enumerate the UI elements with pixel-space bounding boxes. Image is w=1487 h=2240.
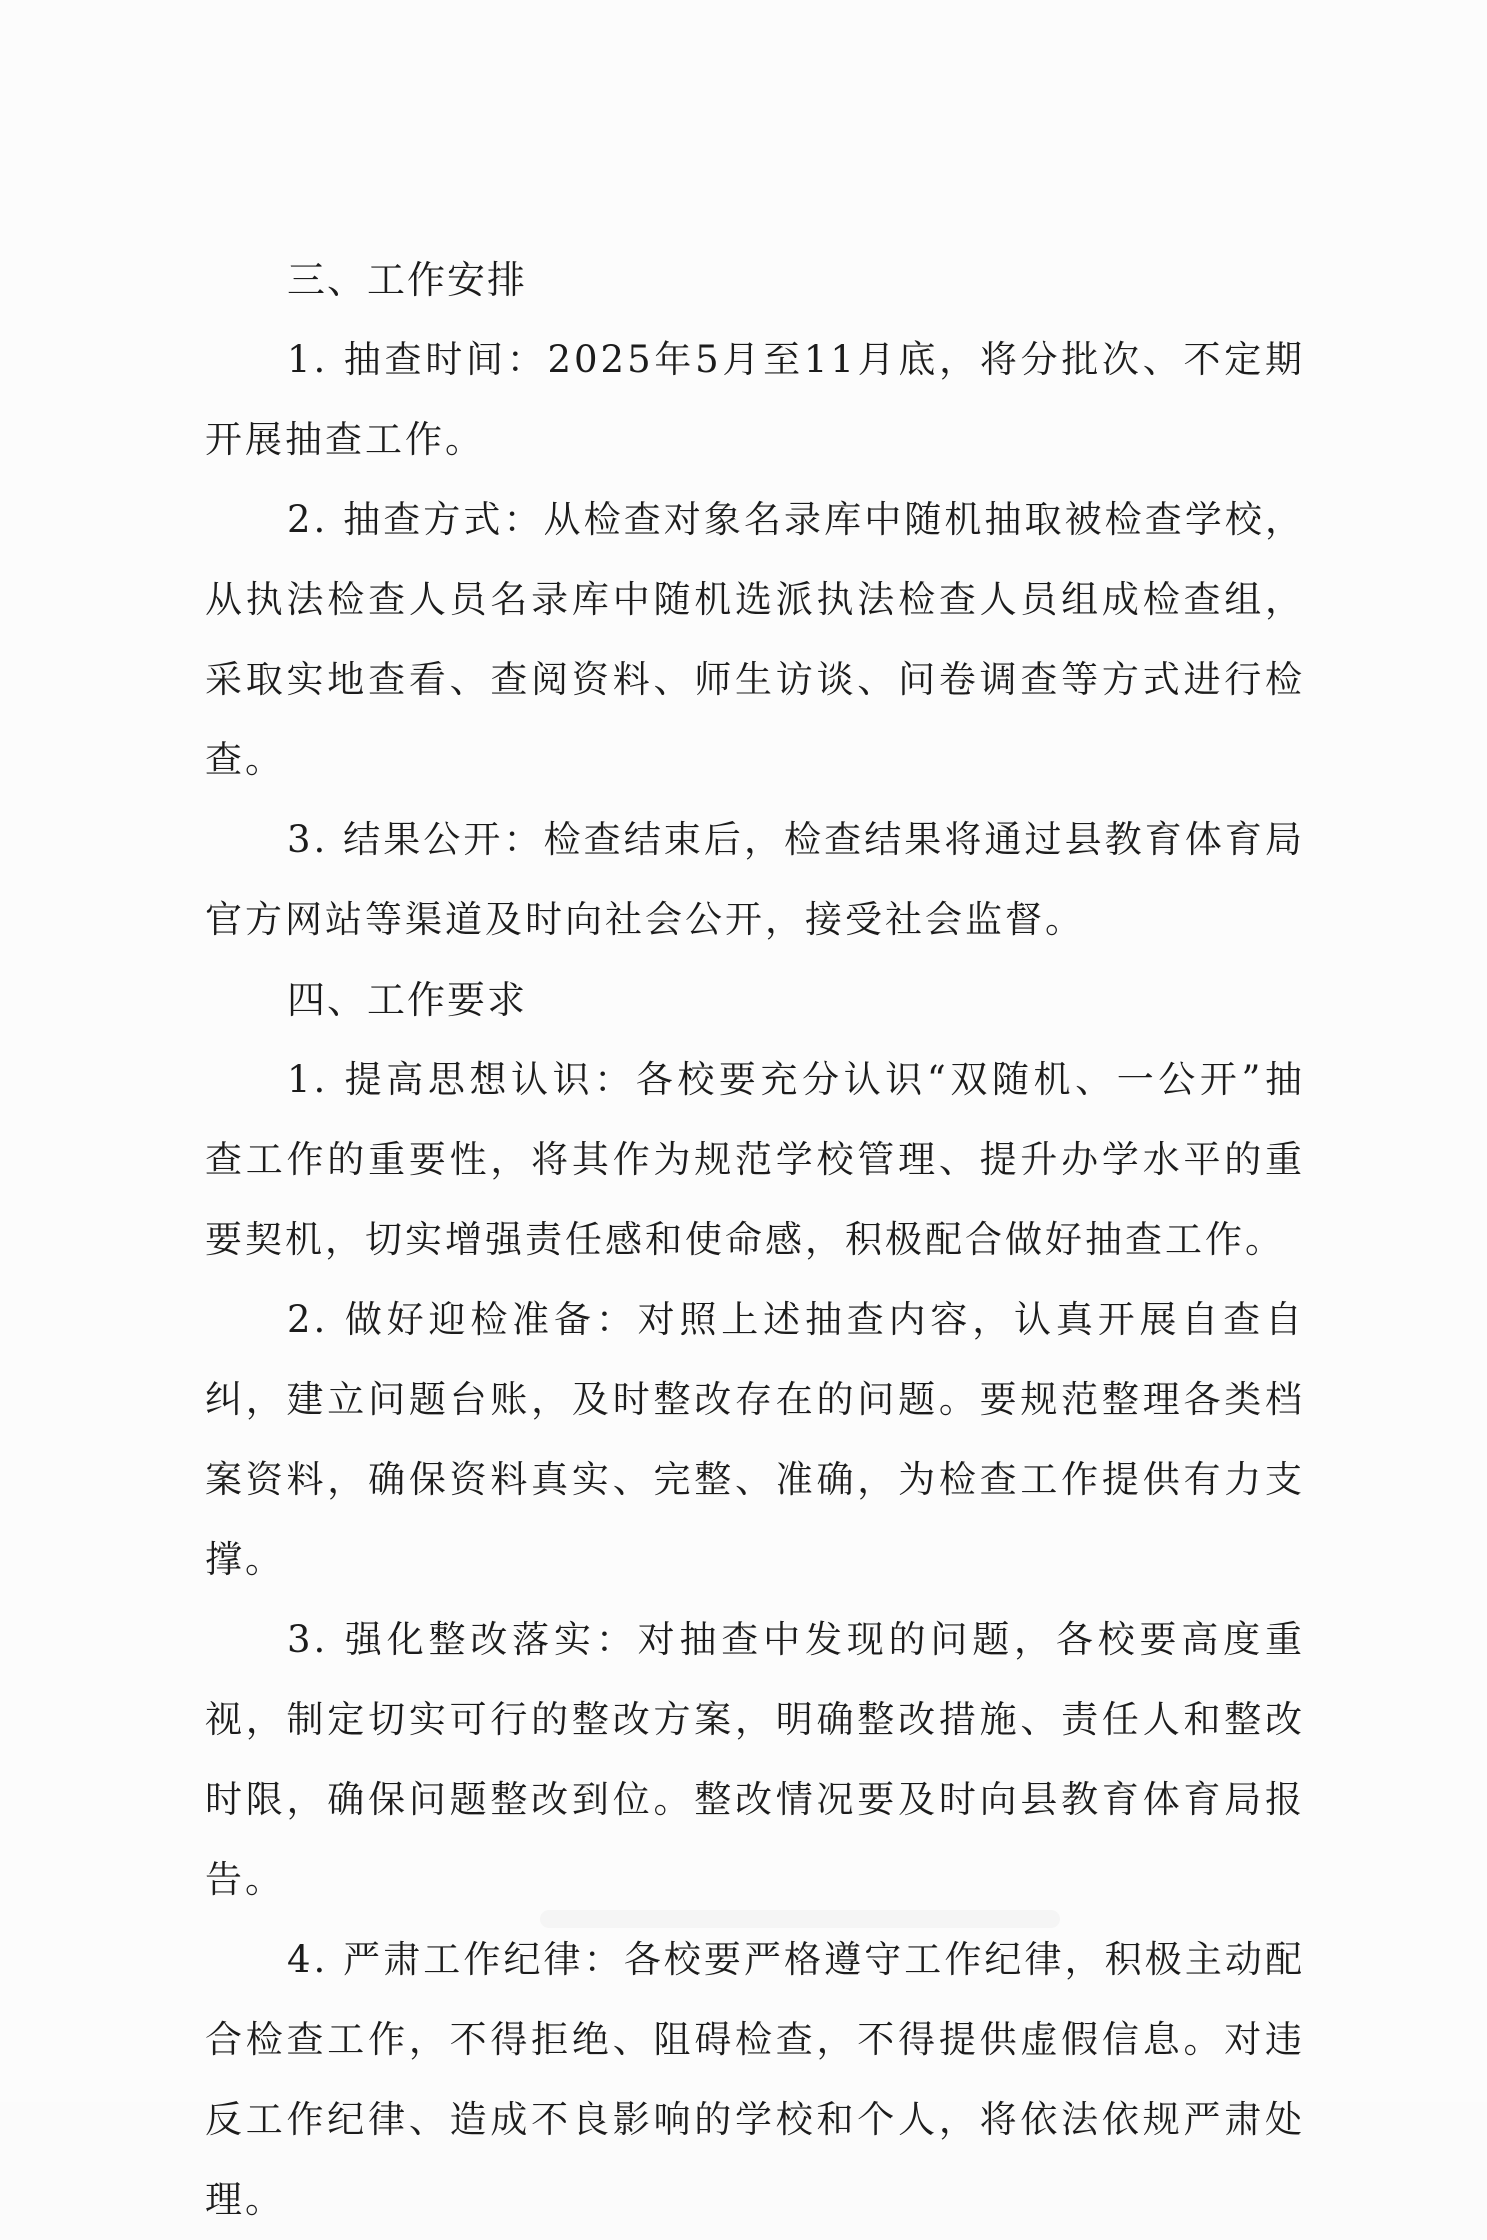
paragraph-rectification: 3. 强化整改落实：对抽查中发现的问题，各校要高度重视，制定切实可行的整改方案，明确整改措施、责任人和整改时限，确保问题整改到位。整改情况要及时向县教育体育局报告。	[205, 1618, 1305, 1901]
scan-artifact	[540, 1910, 1060, 1928]
paragraph-results-publication: 3. 结果公开：检查结束后，检查结果将通过县教育体育局官方网站等渠道及时向社会公开，接受社会监督。	[205, 818, 1305, 941]
section-heading-work-arrangement: 三、工作安排	[287, 258, 528, 302]
paragraph-prepare-inspection: 2. 做好迎检准备：对照上述抽查内容，认真开展自查自纠，建立问题台账，及时整改存在的问题。要规范整理各类档案资料，确保资料真实、完整、准确，为检查工作提供有力支撑。	[205, 1298, 1305, 1581]
document-body	[205, 240, 1305, 2240]
section-heading-work-requirements: 四、工作要求	[287, 978, 528, 1022]
paragraph-inspection-time: 1. 抽查时间：2025年5月至11月底，将分批次、不定期开展抽查工作。	[205, 338, 1305, 461]
paragraph-work-discipline: 4. 严肃工作纪律：各校要严格遵守工作纪律，积极主动配合检查工作，不得拒绝、阻碍检查，不得提供虚假信息。对违反工作纪律、造成不良影响的学校和个人，将依法依规严肃处理。	[205, 1938, 1305, 2221]
paragraph-raise-awareness: 1. 提高思想认识：各校要充分认识“双随机、一公开”抽查工作的重要性，将其作为规范学校管理、提升办学水平的重要契机，切实增强责任感和使命感，积极配合做好抽查工作。	[205, 1058, 1305, 1261]
paragraph-inspection-method: 2. 抽查方式：从检查对象名录库中随机抽取被检查学校，从执法检查人员名录库中随机选派执法检查人员组成检查组，采取实地查看、查阅资料、师生访谈、问卷调查等方式进行检查。	[205, 498, 1305, 781]
